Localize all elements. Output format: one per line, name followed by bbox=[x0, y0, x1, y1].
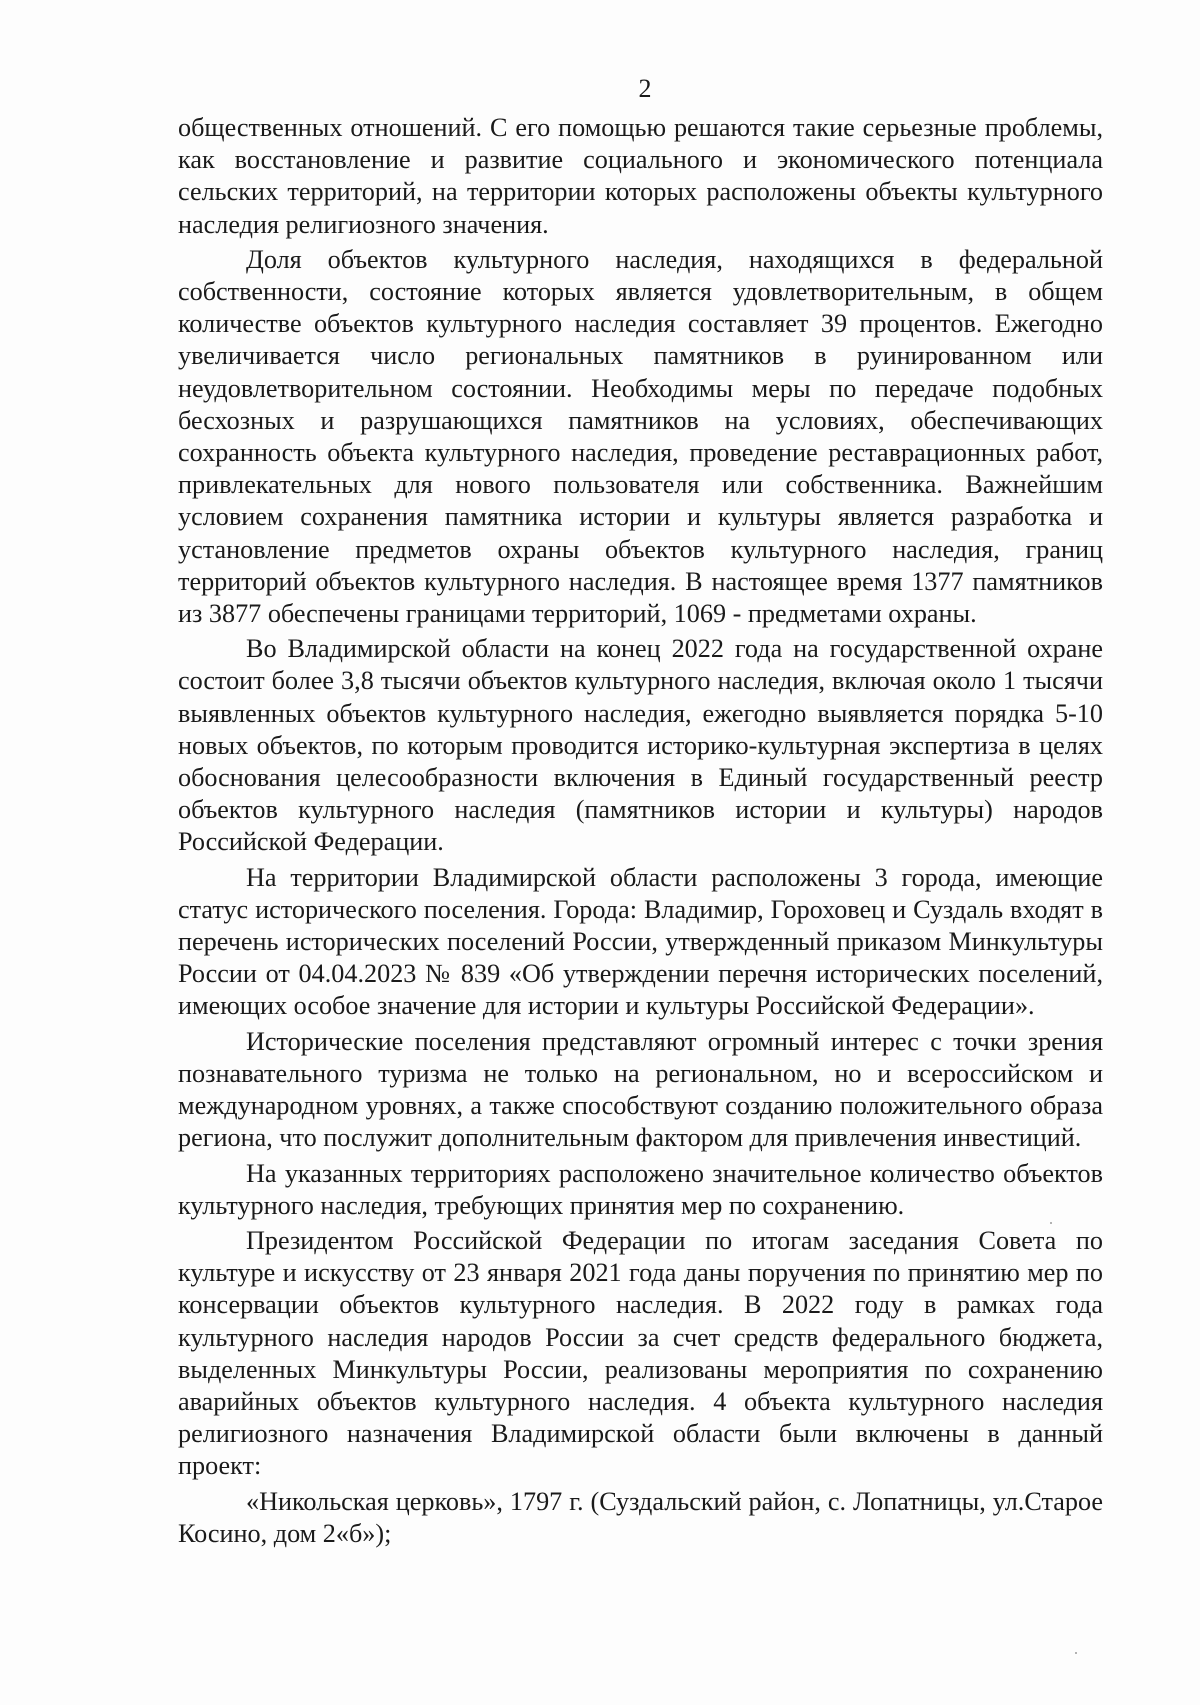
scan-speck bbox=[1050, 1222, 1052, 1224]
paragraph-7: Президентом Российской Федерации по итогам заседания Совета по культуре и искусству от 23 января 2021 года даны поручения по принятию мер по консервации объектов культурного наследия. В 2022 году в рамках года культурного наследия народов России за счет средств федерального бюджета, выделенных Минкультуры России, реализованы мероприятия по сохранению аварийных объектов культурного наследия. 4 объекта культурного наследия религиозного назначения Владимирской области были включены в данный проект: bbox=[178, 1225, 1103, 1481]
paragraph-4: На территории Владимирской области расположены 3 города, имеющие статус исторического поселения. Города: Владимир, Гороховец и Суздаль входят в перечень исторических поселений России, утвержденный приказом Минкультуры России от 04.04.2023 № 839 «Об утверждении перечня исторических поселений, имеющих особое значение для истории и культуры Российской Федерации». bbox=[178, 862, 1103, 1021]
scan-speck bbox=[1075, 1652, 1077, 1654]
paragraph-2: Доля объектов культурного наследия, находящихся в федеральной собственности, состояние которых является удовлетворительным, в общем количестве объектов культурного наследия составляет 39 процентов. Ежегодно увеличивается число региональных памятников в руинированном или неудовлетворительном состоянии. Необходимы меры по передаче подобных бесхозных и разрушающихся памятников на условиях, обеспечивающих сохранность объекта культурного наследия, проведение реставрационных работ, привлекательных для нового пользователя или собственника. Важнейшим условием сохранения памятника истории и культуры является разработка и установление предметов охраны объектов культурного наследия, границ территорий объектов культурного наследия. В настоящее время 1377 памятников из 3877 обеспечены границами территорий, 1069 - предметами охраны. bbox=[178, 244, 1103, 629]
paragraph-1: общественных отношений. С его помощью решаются такие серьезные проблемы, как восстановление и развитие социального и экономического потенциала сельских территорий, на территории которых расположены объекты культурного наследия религиозного значения. bbox=[178, 113, 1103, 239]
paragraph-8: «Никольская церковь», 1797 г. (Суздальский район, с. Лопатницы, ул.Старое Косино, дом 2«б»); bbox=[178, 1486, 1103, 1548]
page-number: 2 bbox=[638, 74, 652, 103]
paragraph-6: На указанных территориях расположено значительное количество объектов культурного наследия, требующих принятия мер по сохранению. bbox=[178, 1158, 1103, 1220]
paragraph-3: Во Владимирской области на конец 2022 года на государственной охране состоит более 3,8 тысячи объектов культурного наследия, включая около 1 тысячи выявленных объектов культурного наследия, ежегодно выявляется порядка 5-10 новых объектов, по которым проводится историко-культурная экспертиза в целях обоснования целесообразности включения в Единый государственный реестр объектов культурного наследия (памятников истории и культуры) народов Российской Федерации. bbox=[178, 634, 1103, 857]
paragraph-5: Исторические поселения представляют огромный интерес с точки зрения познавательного туризма не только на региональном, но и всероссийском и международном уровнях, а также способствуют созданию положительного образа региона, что послужит дополнительным фактором для привлечения инвестиций. bbox=[178, 1026, 1103, 1153]
document-body bbox=[178, 112, 1103, 1553]
